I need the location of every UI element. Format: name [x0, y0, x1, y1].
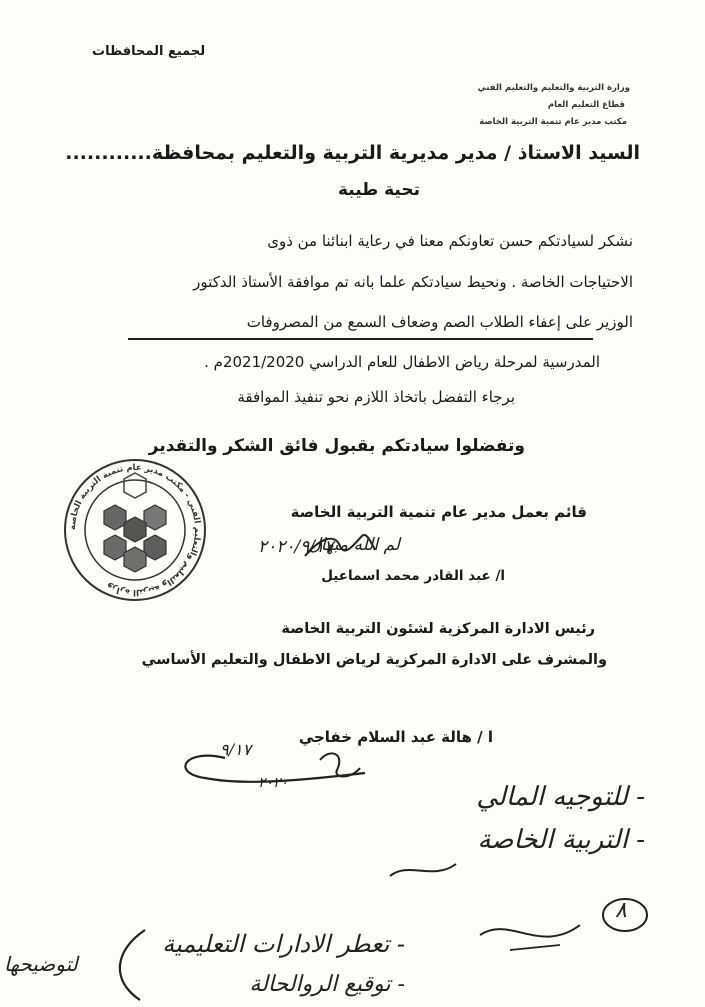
signatory-1-name: ا/ عبد القادر محمد اسماعيل: [321, 568, 505, 584]
signatory-2-title-line-1: رئيس الادارة المركزية لشئون التربية الخاصة: [281, 621, 595, 637]
signatory-2-handwritten-date: ٩/١٧: [220, 740, 252, 759]
handwritten-bottom-left: لتوضيحها: [4, 952, 78, 976]
handwritten-bracket: [100, 925, 160, 1005]
closing-line: وتفضلوا سيادتكم بقبول فائق الشكر والتقدير: [148, 436, 525, 456]
distribution-note: لجميع المحافظات: [92, 44, 206, 59]
ministry-line-1: وزارة التربية والتعليم والتعليم الفني: [477, 83, 630, 93]
body-line-1: نشكر لسيادتكم حسن تعاونكم معنا في رعاية ابنائنا من ذوى: [267, 232, 633, 250]
ministry-line-3: مكتب مدير عام تنمية التربية الخاصة: [479, 117, 627, 127]
handwritten-scribble: [470, 905, 590, 965]
signatory-2-name: ا / هالة عبد السلام خفاجي: [298, 728, 493, 746]
signatory-2-handwritten-initials: ٢٠٢٠: [258, 775, 289, 791]
circled-number: ٨: [615, 898, 627, 923]
signature-1: [300, 528, 380, 568]
handwritten-note-1: - للتوجيه المالي: [476, 782, 645, 812]
body-line-2: الاحتياجات الخاصة . ونحيط سيادتكم علما بانه تم موافقة الأستاذ الدكتور: [193, 273, 633, 291]
signatory-1-title: قائم بعمل مدير عام تنمية التربية الخاصة: [290, 503, 587, 521]
body-underline: [128, 338, 593, 340]
official-seal: [60, 455, 210, 605]
signatory-1-handwritten-date: ٢٠٢٠/٩/١٧: [258, 537, 334, 557]
handwritten-underline-1: [388, 856, 458, 886]
handwritten-note-2: - التربية الخاصة: [477, 825, 645, 855]
seal-ring-text: وزارة التربية والتعليم والتعليم الفني - مكتب مدير عام تنمية التربية الخاصة: [67, 462, 203, 598]
body-line-4: المدرسية لمرحلة رياض الاطفال للعام الدراسي 2021/2020م .: [204, 353, 600, 371]
body-line-3: الوزير على إعفاء الطلاب الصم وضعاف السمع من المصروفات: [246, 313, 633, 331]
signatory-1-handwritten-note: لم الله مبهال: [308, 535, 400, 555]
handwritten-bottom-2: - توقيع الروالحالة: [249, 972, 405, 997]
handwritten-bottom-1: - تعطر الادارات التعليمية: [162, 930, 405, 958]
ministry-line-2: قطاع التعليم العام: [547, 100, 625, 110]
greeting: تحية طيبة: [337, 180, 420, 200]
signatory-2-title-line-2: والمشرف على الادارة المركزية لرياض الاطفال والتعليم الأساسي: [141, 652, 607, 668]
body-line-5: برجاء التفضل باتخاذ اللازم نحو تنفيذ الموافقة: [237, 388, 515, 406]
addressee-line: السيد الاستاذ / مدير مديرية التربية والتعليم بمحافظة............: [65, 142, 640, 164]
